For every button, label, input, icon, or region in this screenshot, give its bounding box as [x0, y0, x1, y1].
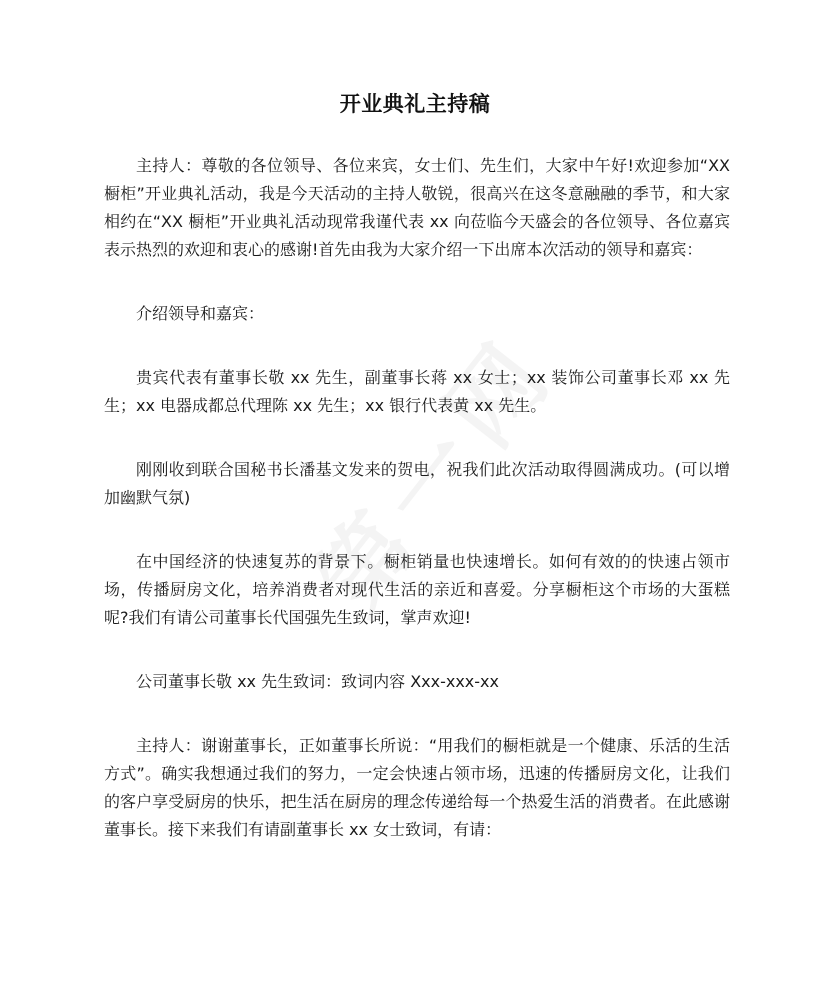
- paragraph-introduce-guests: 介绍领导和嘉宾：: [136, 304, 265, 323]
- page-title: 开业典礼主持稿: [339, 92, 491, 116]
- paragraph-congratulation: 刚刚收到联合国秘书长潘基文发来的贺电，祝我们此次活动取得圆满成功。(可以增加幽默气氛): [104, 460, 730, 507]
- paragraph-host-welcome: 主持人：尊敬的各位领导、各位来宾，女士们、先生们，大家中午好!欢迎参加“XX 橱柜”开业典礼活动，我是今天活动的主持人敬锐，很高兴在这冬意融融的季节，和大家相约在“XX 橱柜”开业典礼活动现常我谨代表 xx 向莅临今天盛会的各位领导、各位嘉宾表示热烈的欢迎和衷心的感谢!首先由我为大家介绍一下出席本次活动的领导和嘉宾：: [104, 156, 730, 259]
- paragraph-chairman-speech: 公司董事长敬 xx 先生致词：致词内容 Xxx-xxx-xx: [136, 672, 499, 691]
- paragraph-host-thanks: 主持人：谢谢董事长，正如董事长所说：“用我们的橱柜就是一个健康、乐活的生活方式”。确实我想通过我们的努力，一定会快速占领市场，迅速的传播厨房文化，让我们的客户享受厨房的快乐，把生活在厨房的理念传递给每一个热爱生活的消费者。在此感谢董事长。接下来我们有请副董事长 xx 女士致词，有请：: [104, 736, 730, 839]
- paragraph-chairman-invite: 在中国经济的快速复苏的背景下。橱柜销量也快速增长。如何有效的的快速占领市场，传播厨房文化，培养消费者对现代生活的亲近和喜爱。分享橱柜这个市场的大蛋糕呢?我们有请公司董事长代国强先生致词，掌声欢迎!: [104, 552, 730, 627]
- paragraph-guest-list: 贵宾代表有董事长敬 xx 先生，副董事长蒋 xx 女士；xx 装饰公司董事长邓 xx 先生；xx 电器成都总代理陈 xx 先生；xx 银行代表黄 xx 先生。: [104, 368, 730, 415]
- document-body: [104, 152, 730, 880]
